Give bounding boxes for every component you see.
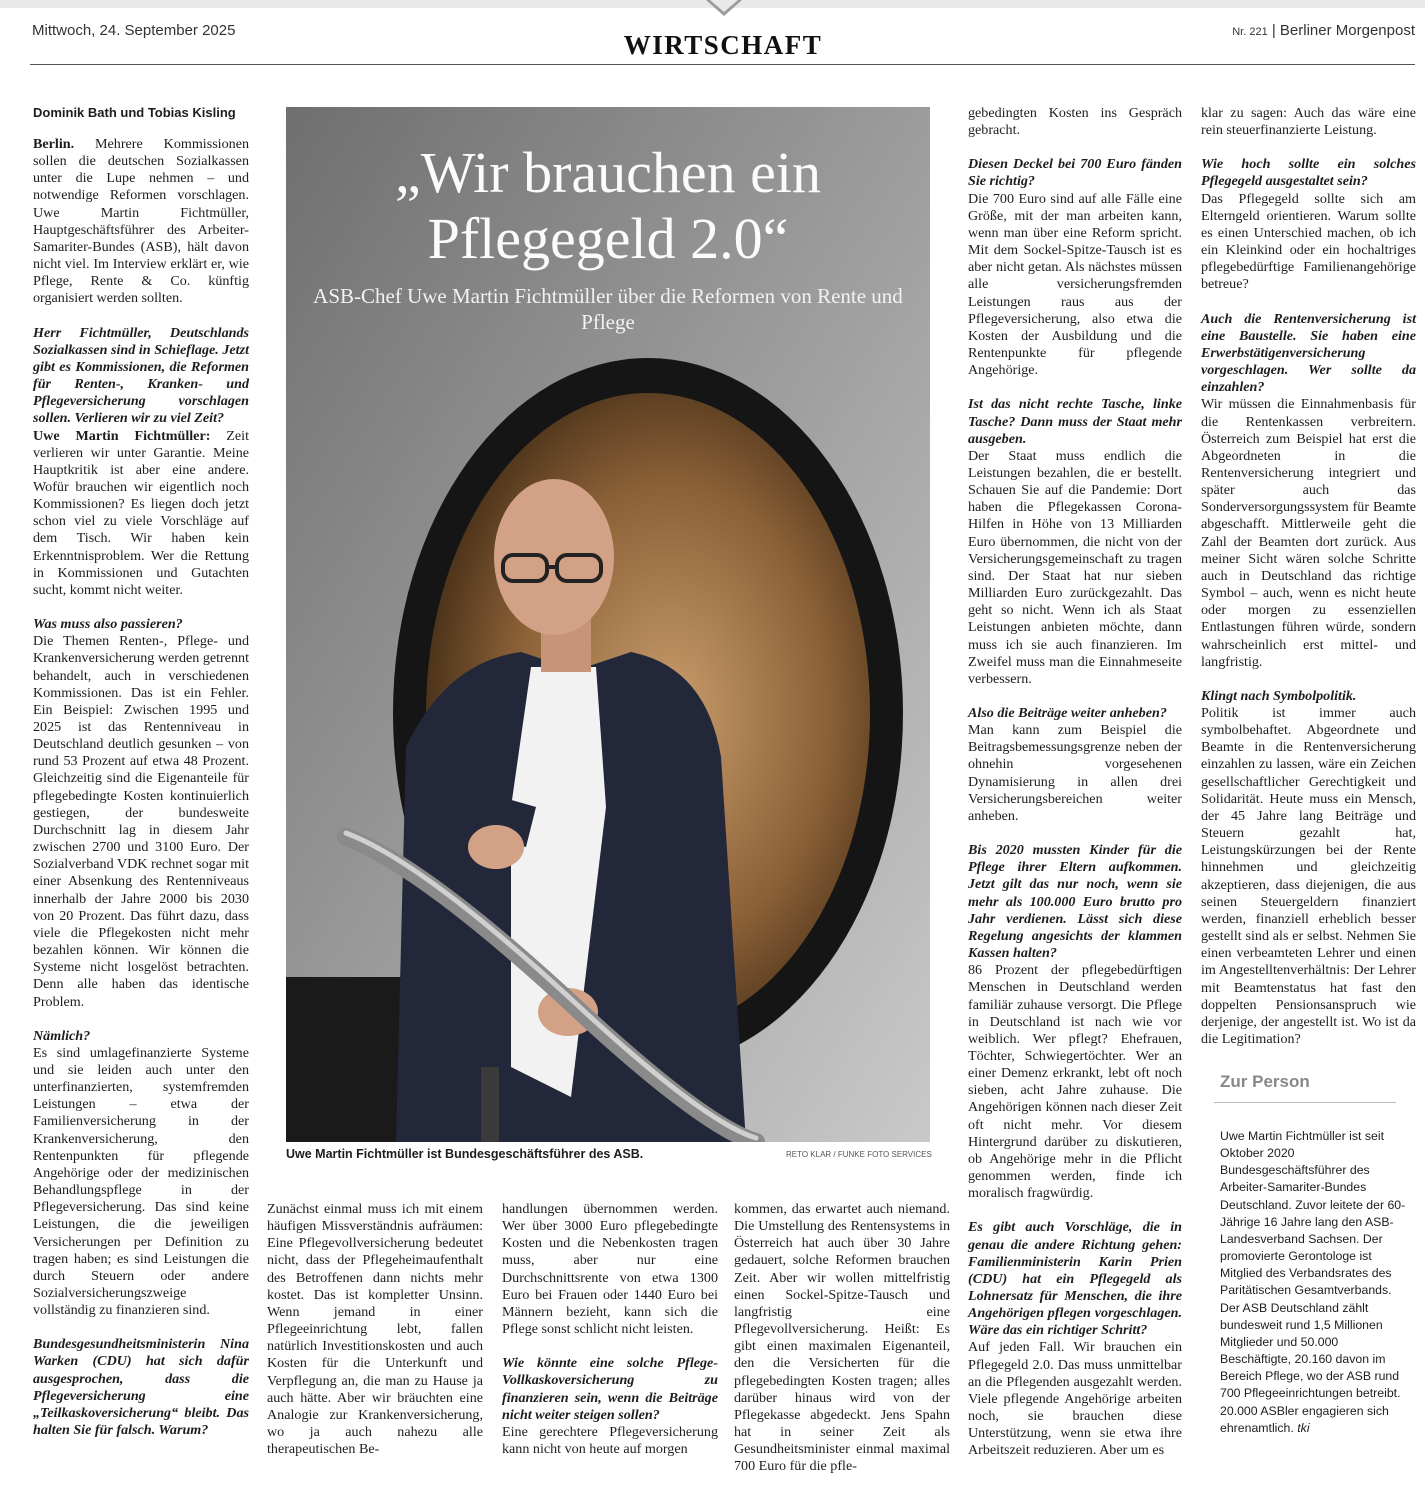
qa-block xyxy=(968,705,1182,825)
header-rule xyxy=(30,64,1415,65)
qa-block xyxy=(33,1336,249,1439)
photo-caption: Uwe Martin Fichtmüller ist Bundesgeschäftsführer des ASB. xyxy=(286,1147,644,1161)
column-2 xyxy=(267,1201,483,1475)
column-3 xyxy=(502,1201,718,1475)
question: Wie hoch sollte ein solches Pflegegeld ausgestaltet sein? xyxy=(1201,156,1416,190)
answer: 86 Prozent der pflegebedürftigen Menschen in Deutschland werden familiär zuhause versorgt. Die Pflege in Deutschland ist nach wie vor weiblich. Wer pflegt? Ehefrauen, Töchter, Schwiegertöchter. Wer an einer Demenz erkrankt, lebt oft noch sieben, acht Jahre zuhause. Die Angehörigen können nach dieser Zeit oft nicht mehr. Vor diesem Hintergrund darüber zu diskutieren, ob Angehörige mehr in die Pflicht genommen werden, finde ich moralisch fragwürdig. xyxy=(968,962,1182,1202)
question: Was muss also passieren? xyxy=(33,616,183,633)
qa-block xyxy=(1201,311,1416,671)
question: Nämlich? xyxy=(33,1027,91,1044)
answer: Der Staat muss endlich die Leistungen bezahlen, die er bestellt. Schauen Sie auf die Pandemie: Dort haben die Pflegekassen Corona-Hilfen in Höhe von 13 Milliarden Euro übernommen, die nicht von der Versicherungsgemeinschaft zu tragen sind. Der Staat hat nur sieben Milliarden Euro zurückgezahlt. Das geht so nicht. Wenn ich als Staat Leistungen anbieten möchte, dann muss ich sie auch finanzieren. Im Zweifel muss man die Einnahmeseite verbessern. xyxy=(968,447,1182,687)
answer: Politik ist immer auch symbolbehaftet. Abgeordnete und Beamte in die Rentenversicherung einzahlen zu lassen, wäre ein Zeichen gesellschaftlicher Gerechtigkeit und Solidarität. Heute muss ein Mensch, der 45 Jahre lang Beiträge und Steuern gezahlt hat, Leistungskürzungen bei der Rente hinnehmen und gleichzeitig akzeptieren, dass diejenigen, die aus seinen Steuergeldern finanziert werden, finanziell erheblich besser gestellt sind als er selbst. Nehmen Sie einen verbeamteten Lehrer und einen im Angestelltenverhältnis: Der Lehrer mit Beamtenstatus hat fast den doppelten Pensionsanspruch wie derjenige, der angestellt ist. Wo ist da die Legitimation? xyxy=(1201,705,1416,1047)
answer: Uwe Martin Fichtmüller: Zeit verlieren wir unter Garantie. Meine Hauptkritik ist aber eine andere. Wofür brauchen wir eigentlich noch Kommissionen? Es liegen doch jetzt schon viel zu viele Vorschläge auf dem Tisch. Wir haben kein Erkenntnisproblem. Wer die Rettung in Kommissionen und Gutachten sucht, kommt nicht weiter. xyxy=(33,427,249,598)
answer: Man kann zum Beispiel die Beitragsbemessungsgrenze neben der ohnehin vorgesehenen Dynamisierung in allen drei Versicherungsbereichen weiter anheben. xyxy=(968,722,1182,824)
qa-block xyxy=(968,842,1182,1202)
question: Ist das nicht rechte Tasche, linke Tasche? Dann muss der Staat mehr ausgeben. xyxy=(968,396,1182,447)
answer: gebedingten Kosten ins Gespräch gebracht. xyxy=(968,105,1182,139)
info-box-title: Zur Person xyxy=(1220,1072,1310,1091)
intro-paragraph: Berlin. Mehrere Kommissionen sollen die deutschen Sozialkassen unter die Lupe nehmen – und notwendige Reformen vorschlagen. Uwe Martin Fichtmüller, Hauptgeschäftsführer des Arbeiter-Samariter-Bundes (ASB), hält davon nicht viel. Im Interview erklärt er, wie Pflege, Rente & Co. künftig organisiert werden sollten. xyxy=(33,136,249,307)
qa-block xyxy=(968,396,1182,688)
answer: Auf jeden Fall. Wir brauchen ein Pflegegeld 2.0. Das muss unmittelbar an die Pflegenden ausgezahlt werden. Viele pflegende Angehörige arbeiten noch, sie brauchen diese Unterstützung, wenn sie etwa ihre Arbeitszeit reduzieren. Aber um es xyxy=(968,1339,1182,1459)
info-box-text: Uwe Martin Fichtmüller ist seit Oktober 2020 Bundesgeschäftsführer des Arbeiter-Samariter-Bundes Deutschland. Zuvor leitete der 60-Jährige 16 Jahre lang den ASB-Landesverband Sachsen. Der promovierte Gerontologe ist Mitglied des Verbandsrates des Paritätischen Gesamtverbands. Der ASB Deutschland zählt bundesweit rund 1,5 Millionen Mitglieder und 50.000 Beschäftigte, 20.160 davon im Bereich Pflege, wo der ASB rund 700 Pflegeeinrichtungen betreibt. 20.000 ASBler engagieren sich ehrenamtlich. tki xyxy=(1220,1129,1406,1435)
question: Auch die Rentenversicherung ist eine Baustelle. Sie haben eine Erwerbstätigenversicherung vorgeschlagen. Wer sollte da einzahlen? xyxy=(1201,310,1416,396)
qa-block xyxy=(33,616,249,1011)
answer: Eine gerechtere Pflegeversicherung kann nicht von heute auf morgen xyxy=(502,1423,718,1458)
column-4-bottom xyxy=(734,1201,950,1493)
answer: handlungen übernommen werden. Wer über 3000 Euro pflegebedingte Kosten und die Nebenkosten tragen muss, aber nur eine Durchschnittsrente von etwa 1300 Euro bei Frauen oder 1440 Euro bei Männern bezieht, kann sich die Pflege sonst schlicht nicht leisten. xyxy=(502,1201,718,1338)
question: Klingt nach Symbolpolitik. xyxy=(1201,687,1357,704)
question: Wie könnte eine solche Pflege-Vollkaskoversicherung zu finanzieren sein, wenn die Beiträge nicht weiter steigen sollen? xyxy=(502,1355,718,1423)
signature: tki xyxy=(1297,1420,1310,1435)
answer: kommen, das erwartet auch niemand. Die Umstellung des Rentensystems in Österreich hat auch über 30 Jahre gedauert, solche Reformen brauchen Zeit. Aber wir wollen mittelfristig einen Sockel-Spitze-Tausch und langfristig eine Pflegevollversicherung. Heißt: Es gibt einen maximalen Eigenanteil, den die Versicherten für die pflegebedingten Kosten tragen; alles darüber hinaus wird von der Pflegekasse abgedeckt. Jens Spahn hat in seiner Zeit als Gesundheitsminister einmal maximal 700 Euro für die pfle- xyxy=(734,1201,950,1475)
answer: Es sind umlagefinanzierte Systeme und sie leiden auch unter den unterfinanzierten, systemfremden Leistungen – etwa der Familienversicherung in der Krankenversicherung, den Rentenpunkten für pflegende Angehörige oder der medizinischen Behandlungspflege in der Pflegeversicherung. Das sind keine Leistungen, die die jeweiligen Versicherungen per Definition zu tragen haben; es sind Leistungen die durch Steuern oder andere Sozialversicherungszweige vollständig zu finanzieren sind. xyxy=(33,1044,249,1319)
question: Also die Beiträge weiter anheben? xyxy=(968,705,1167,721)
qa-block xyxy=(33,325,249,600)
issue-info: Nr. 221 | Berliner Morgenpost xyxy=(1232,22,1415,39)
photo-credit: RETO KLAR / FUNKE FOTO SERVICES xyxy=(786,1150,932,1159)
column-5 xyxy=(968,105,1182,1477)
qa-block xyxy=(33,1028,249,1320)
question: Herr Fichtmüller, Deutschlands Sozialkassen sind in Schieflage. Jetzt gibt es Kommissionen, die Reformen für Renten-, Kranken- und Pflegeversicherung vorschlagen sollen. Verlieren wir zu viel Zeit? xyxy=(33,324,249,427)
issue-number: Nr. 221 xyxy=(1232,26,1268,38)
qa-block xyxy=(968,1219,1182,1459)
dateline: Berlin. xyxy=(33,136,75,152)
speaker: Uwe Martin Fichtmüller: xyxy=(33,427,211,444)
subheadline: ASB-Chef Uwe Martin Fichtmüller über die Reformen von Rente und Pflege xyxy=(313,284,903,334)
column-1 xyxy=(33,105,249,1456)
answer: Zunächst einmal muss ich mit einem häufigen Missverständnis aufräumen: Eine Pflegevollversicherung bedeutet nicht, dass der Pflegeheimaufenthalt des Betroffenen dann nichts mehr kostet. Das ist kompletter Unsinn. Wenn jemand in einer Pflegeeinrichtung lebt, fallen natürlich Investitionskosten und auch Kosten für die Unterkunft und Verpflegung an, die man zu Hause ja auch hätte. Aber wir bräuchten eine Analogie zur Krankenversicherung, wo ja auch nahezu alle therapeutischen Be- xyxy=(267,1201,483,1458)
qa-block xyxy=(968,156,1182,379)
author-line: Dominik Bath und Tobias Kisling xyxy=(33,105,236,120)
question: Bundesgesundheitsministerin Nina Warken (CDU) hat sich dafür ausgesprochen, dass die Pflegeversicherung eine „Teilkaskoversicherung“ bleibt. Das halten Sie für falsch. Warum? xyxy=(33,1336,249,1439)
page-date: Mittwoch, 24. September 2025 xyxy=(32,22,236,39)
question: Bis 2020 mussten Kinder für die Pflege ihrer Eltern aufkommen. Jetzt gilt das nur noch, wenn sie mehr als 100.000 Euro brutto pro Jahr verdienen. Lässt sich diese Regelung angesichts der klammen Kassen halten? xyxy=(968,842,1182,962)
headline: „Wir brauchen ein Pflegegeld 2.0“ xyxy=(395,140,821,271)
newspaper-name: Berliner Morgenpost xyxy=(1279,22,1415,39)
column-6 xyxy=(1201,105,1416,1065)
answer: Die Themen Renten-, Pflege- und Krankenversicherung werden getrennt behandelt, auch in verschiedenen Kommissionen. Das ist ein Fehler. Ein Beispiel: Zwischen 1995 und 2025 ist das Rentenniveau in Deutschland deutlich gesunken – von rund 53 Prozent auf etwa 48 Prozent. Gleichzeitig sind die Eigenanteile für pflegebedingte Kosten kontinuierlich gestiegen, der bundesweite Durchschnitt lag in diesem Jahr zwischen 2700 und 3100 Euro. Der Sozialverband VDK rechnet sogar mit einer Absenkung des Rentenniveaus innerhalb der Jahre 2000 bis 2030 von 20 Prozent. Das führt dazu, dass viele die Pflegekosten nicht mehr bezahlen können. Wir können die Systeme nicht losgelöst betrachten. Denn alle haben das identische Problem. xyxy=(33,633,250,1010)
question: Es gibt auch Vorschläge, die in genau die andere Richtung gehen: Familienministerin Karin Prien (CDU) hat ein Pflegegeld als Lohnersatz für Menschen, die ihre Angehörigen pflegen vorgeschlagen. Wäre das ein richtiger Schritt? xyxy=(968,1219,1182,1339)
info-box-rule xyxy=(1214,1102,1396,1103)
qa-block xyxy=(1201,688,1416,1048)
answer: Die 700 Euro sind auf alle Fälle eine Größe, mit der man arbeiten kann, wenn man über eine Reform spricht. Mit dem Sockel-Spitze-Tausch ist es aber nicht getan. Als nächstes müssen alle versicherungsfremden Leistungen raus aus der Pflegeversicherung, also etwa die Kosten der Ausbildung und die Rentenpunkte für pflegende Angehörige. xyxy=(968,190,1182,379)
answer: klar zu sagen: Auch das wäre eine rein steuerfinanzierte Leistung. xyxy=(1201,105,1416,139)
question: Diesen Deckel bei 700 Euro fänden Sie richtig? xyxy=(968,156,1182,190)
qa-block xyxy=(502,1355,718,1458)
answer: Wir müssen die Einnahmenbasis für die Rentenkassen verbreitern. Österreich zum Beispiel hat erst die Abgeordneten in die Rentenversicherung integriert und später auch das Sonderversorgungssystem für Beamte abgeschafft. Mittlerweile geht die Zahl der Beamten dort zurück. Aus meiner Sicht wären solche Schritte auch in Deutschland das richtige Symbol – auch, wenn es nicht heute oder morgen zu essenziellen Entlastungen führen würde, sondern wahrscheinlich erst mittel- und langfristig. xyxy=(1201,396,1416,670)
qa-block xyxy=(1201,156,1416,293)
section-title: WIRTSCHAFT xyxy=(623,30,823,60)
answer: Das Pflegegeld sollte sich am Elterngeld orientieren. Warum sollte es einen Unterschied machen, ob ich ein Kleinkind oder ein hochaltriges pflegebedürftige Familienangehörige betreue? xyxy=(1201,190,1416,293)
